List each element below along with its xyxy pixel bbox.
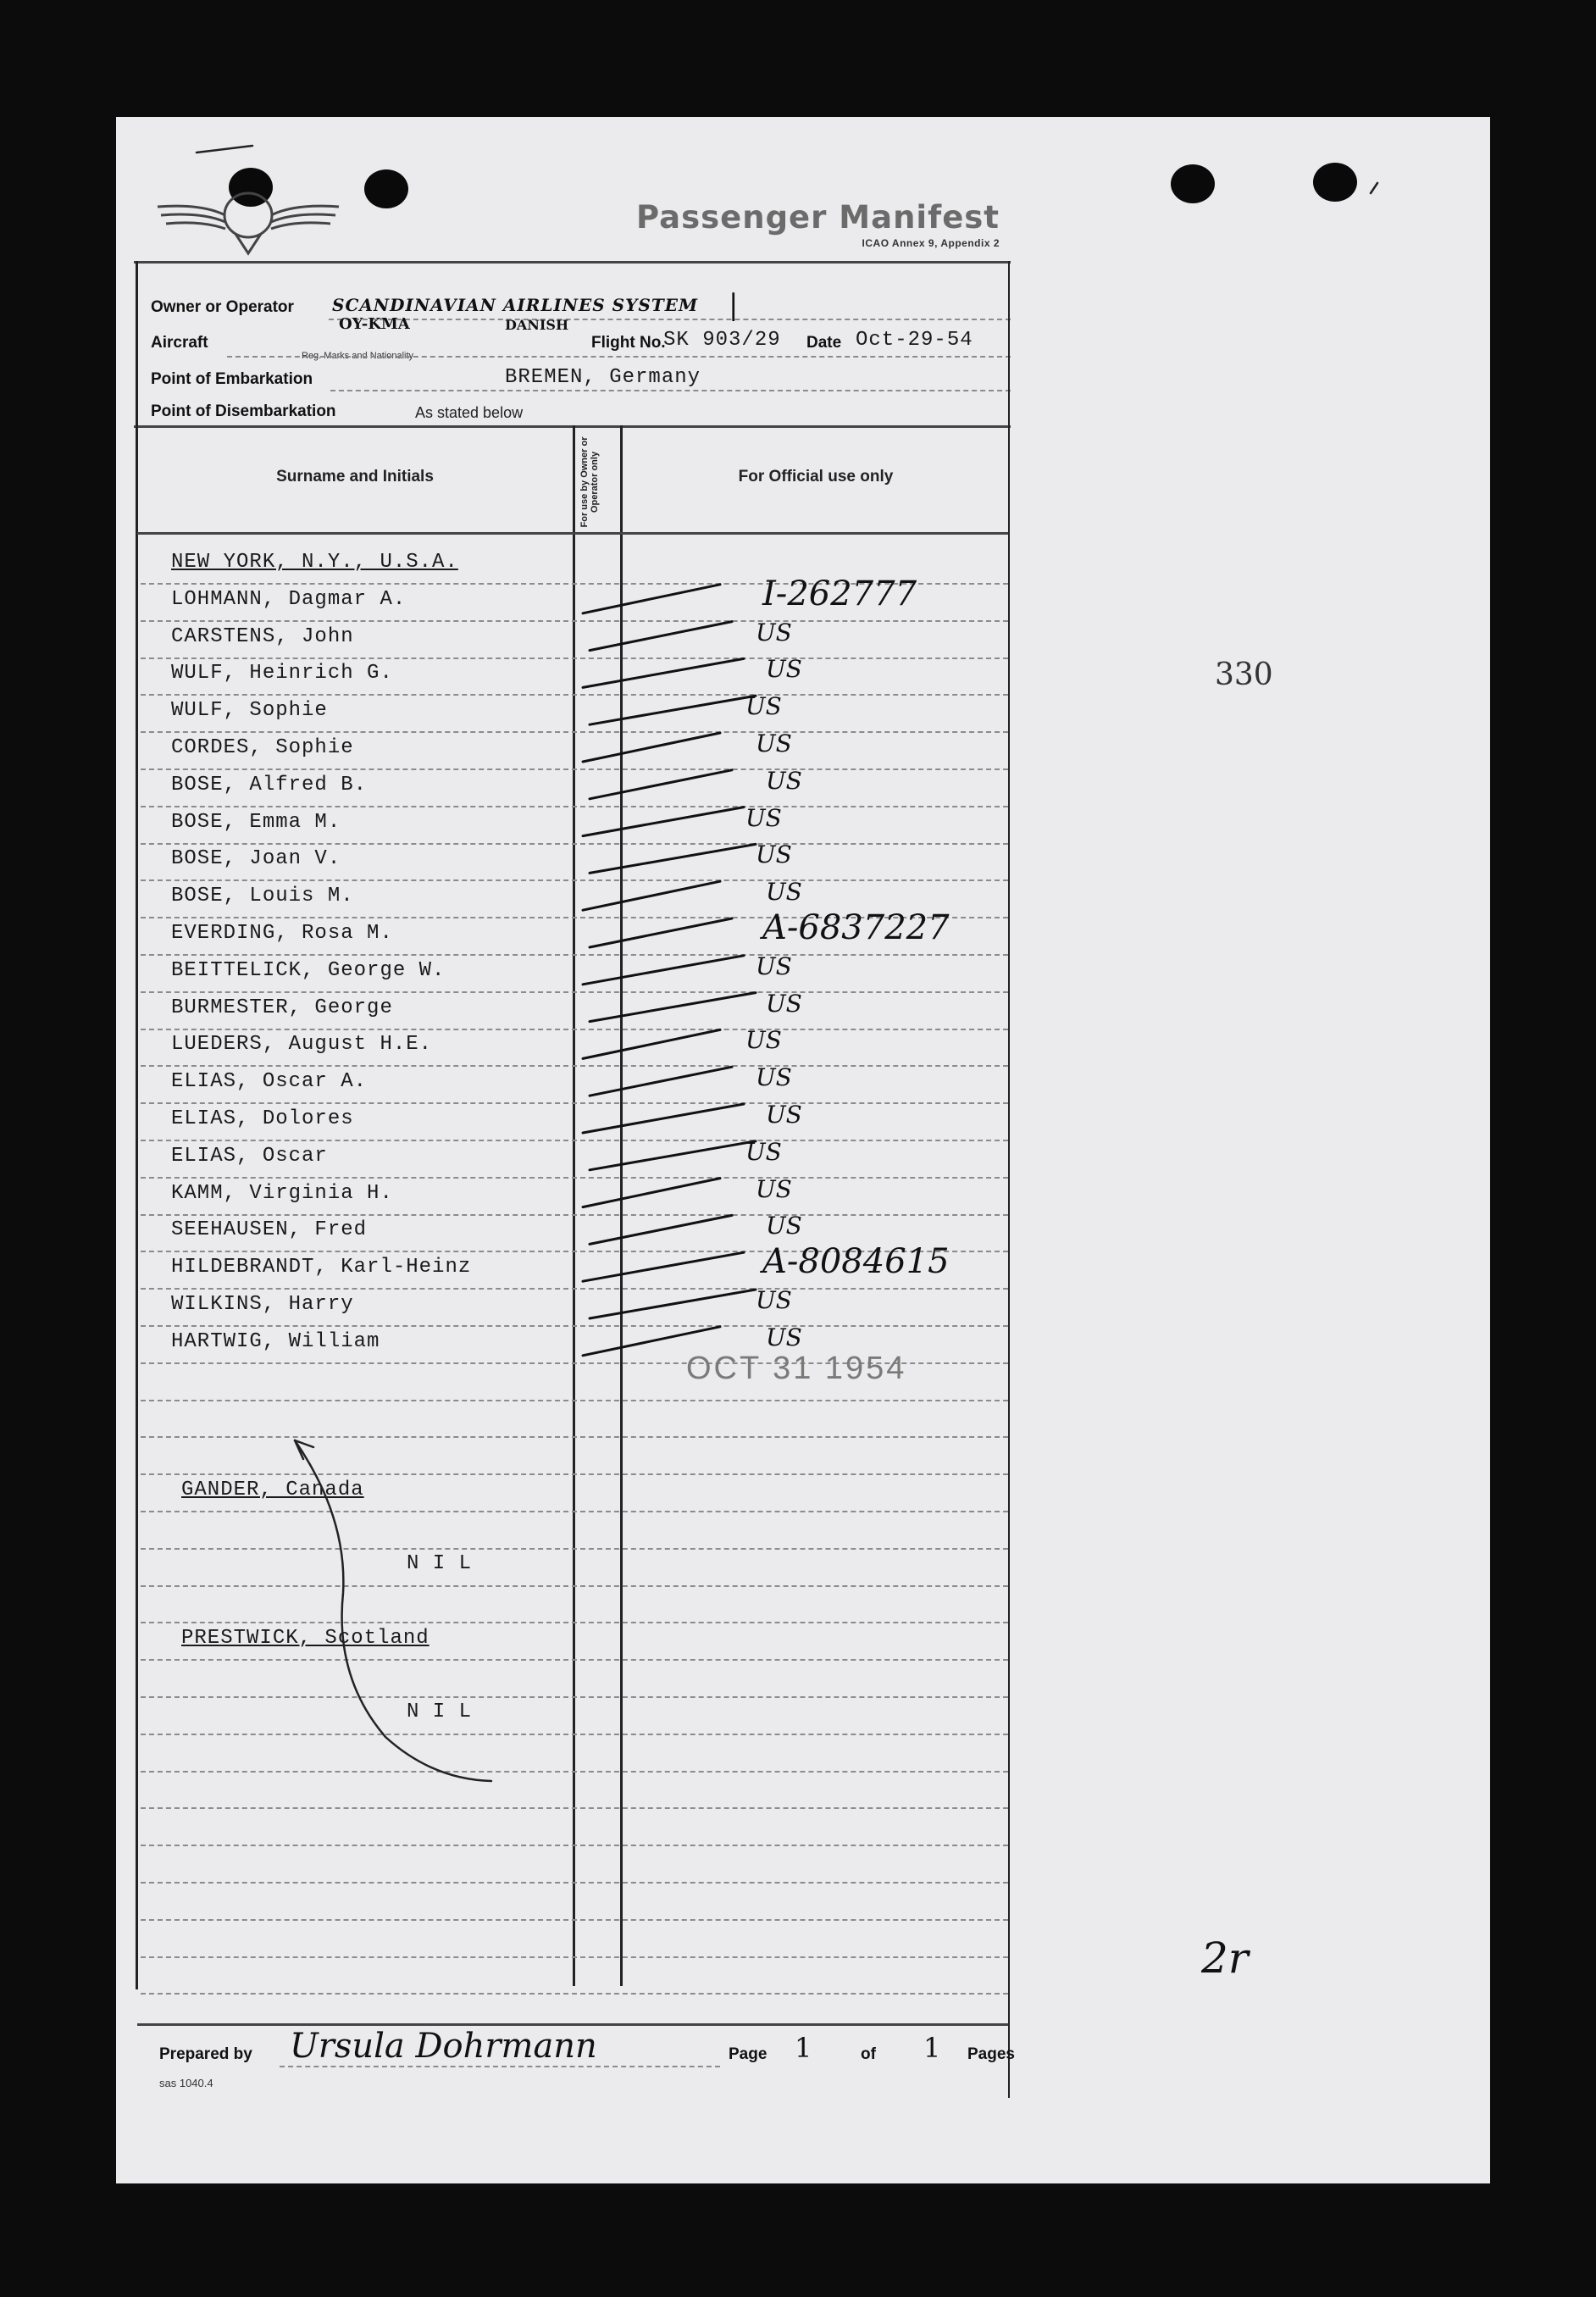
official-annotation: US — [766, 766, 802, 795]
row-rule — [141, 879, 1008, 881]
embarkation-line — [330, 390, 1011, 391]
official-annotation: US — [756, 730, 792, 757]
official-annotation: US — [756, 1174, 792, 1203]
passenger-name: ELIAS, Dolores — [171, 1107, 354, 1130]
passenger-name: WULF, Heinrich G. — [171, 662, 393, 685]
arrival-date-stamp: OCT 31 1954 — [686, 1351, 907, 1386]
form-code: sas 1040.4 — [159, 2077, 213, 2089]
passenger-name: LOHMANN, Dagmar A. — [171, 587, 407, 611]
official-annotation: US — [766, 1212, 802, 1240]
passenger-name: BURMESTER, George — [171, 996, 393, 1019]
passenger-name: ELIAS, Oscar A. — [171, 1070, 368, 1094]
date-label: Date — [806, 334, 842, 352]
punch-hole — [1171, 164, 1215, 203]
gander-nil: N I L — [407, 1552, 473, 1575]
right-frame — [1008, 261, 1010, 2098]
official-annotation: US — [756, 952, 792, 980]
official-annotation: US — [766, 989, 802, 1018]
row-rule — [141, 1696, 1008, 1698]
page-label: Page — [729, 2045, 768, 2063]
owner-line — [329, 319, 1011, 320]
aircraft-nationality: DANISH — [505, 317, 569, 333]
row-rule — [141, 1548, 1008, 1550]
passenger-name: HILDEBRANDT, Karl-Heinz — [171, 1256, 472, 1279]
gander-heading: GANDER, Canada — [181, 1479, 364, 1501]
row-rule — [141, 731, 1008, 733]
row-rule — [141, 1140, 1008, 1141]
row-rule — [141, 1400, 1008, 1401]
aircraft-value: OY-KMA — [339, 315, 410, 333]
reg-caption: Reg. Marks and Nationality — [302, 351, 414, 361]
official-annotation: US — [745, 1026, 782, 1055]
row-rule — [141, 1919, 1008, 1921]
row-rule — [141, 1993, 1008, 1995]
passenger-name: LUEDERS, August H.E. — [171, 1033, 433, 1057]
passenger-name: ELIAS, Oscar — [171, 1144, 328, 1168]
embarkation-value: BREMEN, Germany — [505, 366, 701, 389]
destination-heading: NEW YORK, N.Y., U.S.A. — [171, 551, 458, 574]
col-surname-header: Surname and Initials — [276, 468, 434, 485]
prepared-line — [280, 2066, 720, 2067]
official-annotation: US — [756, 1286, 792, 1314]
owner-value: SCANDINAVIAN AIRLINES SYSTEM — [332, 295, 699, 315]
official-annotation: US — [745, 803, 782, 832]
footer-rule — [137, 2023, 1008, 2026]
official-annotation: US — [745, 1137, 782, 1166]
icao-reference: ICAO Annex 9, Appendix 2 — [862, 237, 1000, 249]
col-owner-header: For use by Owner or Operator only — [579, 436, 600, 528]
airline-logo-icon — [151, 181, 346, 258]
row-rule — [141, 1882, 1008, 1884]
official-annotation: A-8084615 — [762, 1242, 950, 1282]
passenger-name: WILKINS, Harry — [171, 1293, 354, 1316]
flight-label: Flight No. — [591, 334, 666, 352]
margin-mark: 2r — [1201, 1934, 1249, 1983]
passenger-name: EVERDING, Rosa M. — [171, 922, 393, 945]
owner-tick: | — [729, 288, 739, 322]
punch-hole — [364, 169, 408, 208]
row-rule — [141, 1807, 1008, 1809]
row-rule — [141, 1845, 1008, 1846]
official-annotation: A-6837227 — [762, 908, 950, 947]
aircraft-label: Aircraft — [151, 334, 208, 352]
of-label: of — [861, 2045, 876, 2063]
manifest-title-block — [629, 200, 1000, 249]
row-rule — [141, 1734, 1008, 1735]
row-rule — [141, 1177, 1008, 1179]
row-rule — [141, 1511, 1008, 1512]
aircraft-line — [227, 356, 1011, 358]
embarkation-label: Point of Embarkation — [151, 370, 313, 388]
row-rule — [141, 1659, 1008, 1661]
disembarkation-value: As stated below — [415, 404, 524, 421]
row-rule — [141, 1214, 1008, 1216]
row-rule — [141, 768, 1008, 770]
official-annotation: US — [766, 1101, 802, 1129]
passenger-name: CARSTENS, John — [171, 624, 354, 648]
official-annotation: I-262777 — [762, 574, 917, 613]
official-annotation: US — [766, 1323, 802, 1351]
row-rule — [141, 1288, 1008, 1290]
row-rule — [141, 806, 1008, 807]
official-annotation: US — [756, 618, 792, 646]
official-annotation: US — [766, 655, 802, 684]
passenger-name: BOSE, Louis M. — [171, 885, 354, 908]
row-rule — [141, 1771, 1008, 1773]
row-rule — [141, 1029, 1008, 1030]
row-rule — [141, 991, 1008, 993]
official-annotation: US — [745, 692, 782, 721]
row-rule — [141, 843, 1008, 845]
disembarkation-label: Point of Disembarkation — [151, 402, 336, 420]
official-annotation: US — [766, 878, 802, 907]
pages-label: Pages — [967, 2045, 1015, 2063]
prepared-by-signature: Ursula Dohrmann — [290, 2027, 597, 2066]
col-header-rule — [137, 532, 1008, 535]
row-rule — [141, 1473, 1008, 1475]
date-value: Oct-29-54 — [856, 329, 973, 352]
passenger-name: HARTWIG, William — [171, 1329, 380, 1353]
row-rule — [141, 1102, 1008, 1104]
of-value: 1 — [923, 2032, 941, 2064]
margin-number: 330 — [1215, 657, 1273, 692]
passenger-name: BOSE, Emma M. — [171, 810, 341, 834]
row-rule — [141, 1436, 1008, 1438]
col-official-header: For Official use only — [738, 468, 894, 485]
prestwick-nil: N I L — [407, 1701, 473, 1723]
official-annotation: US — [756, 1063, 792, 1092]
col-divider-2 — [620, 425, 623, 1986]
row-rule — [141, 1956, 1008, 1958]
punch-hole — [1313, 163, 1357, 202]
row-rule — [141, 657, 1008, 659]
prepared-by-label: Prepared by — [159, 2045, 252, 2063]
prestwick-heading: PRESTWICK, Scotland — [181, 1627, 429, 1650]
row-rule — [141, 620, 1008, 622]
row-rule — [141, 1325, 1008, 1327]
col-divider-1 — [573, 425, 575, 1986]
row-rule — [141, 694, 1008, 696]
passenger-name: BEITTELICK, George W. — [171, 958, 446, 982]
flight-value: SK 903/29 — [663, 329, 781, 352]
row-rule — [141, 1065, 1008, 1067]
owner-label: Owner or Operator — [151, 298, 294, 316]
passenger-name: CORDES, Sophie — [171, 736, 354, 759]
left-frame — [136, 261, 138, 1989]
passenger-name: KAMM, Virginia H. — [171, 1181, 393, 1205]
passenger-name: BOSE, Alfred B. — [171, 773, 368, 796]
passenger-name: WULF, Sophie — [171, 699, 328, 723]
row-rule — [141, 1622, 1008, 1623]
row-rule — [141, 1585, 1008, 1587]
manifest-title: Passenger Manifest — [636, 199, 1000, 236]
page-value: 1 — [795, 2032, 812, 2064]
row-rule — [141, 954, 1008, 956]
official-annotation: US — [756, 841, 792, 869]
header-rule — [134, 261, 1011, 264]
passenger-name: SEEHAUSEN, Fred — [171, 1218, 368, 1242]
passenger-name: BOSE, Joan V. — [171, 847, 341, 871]
